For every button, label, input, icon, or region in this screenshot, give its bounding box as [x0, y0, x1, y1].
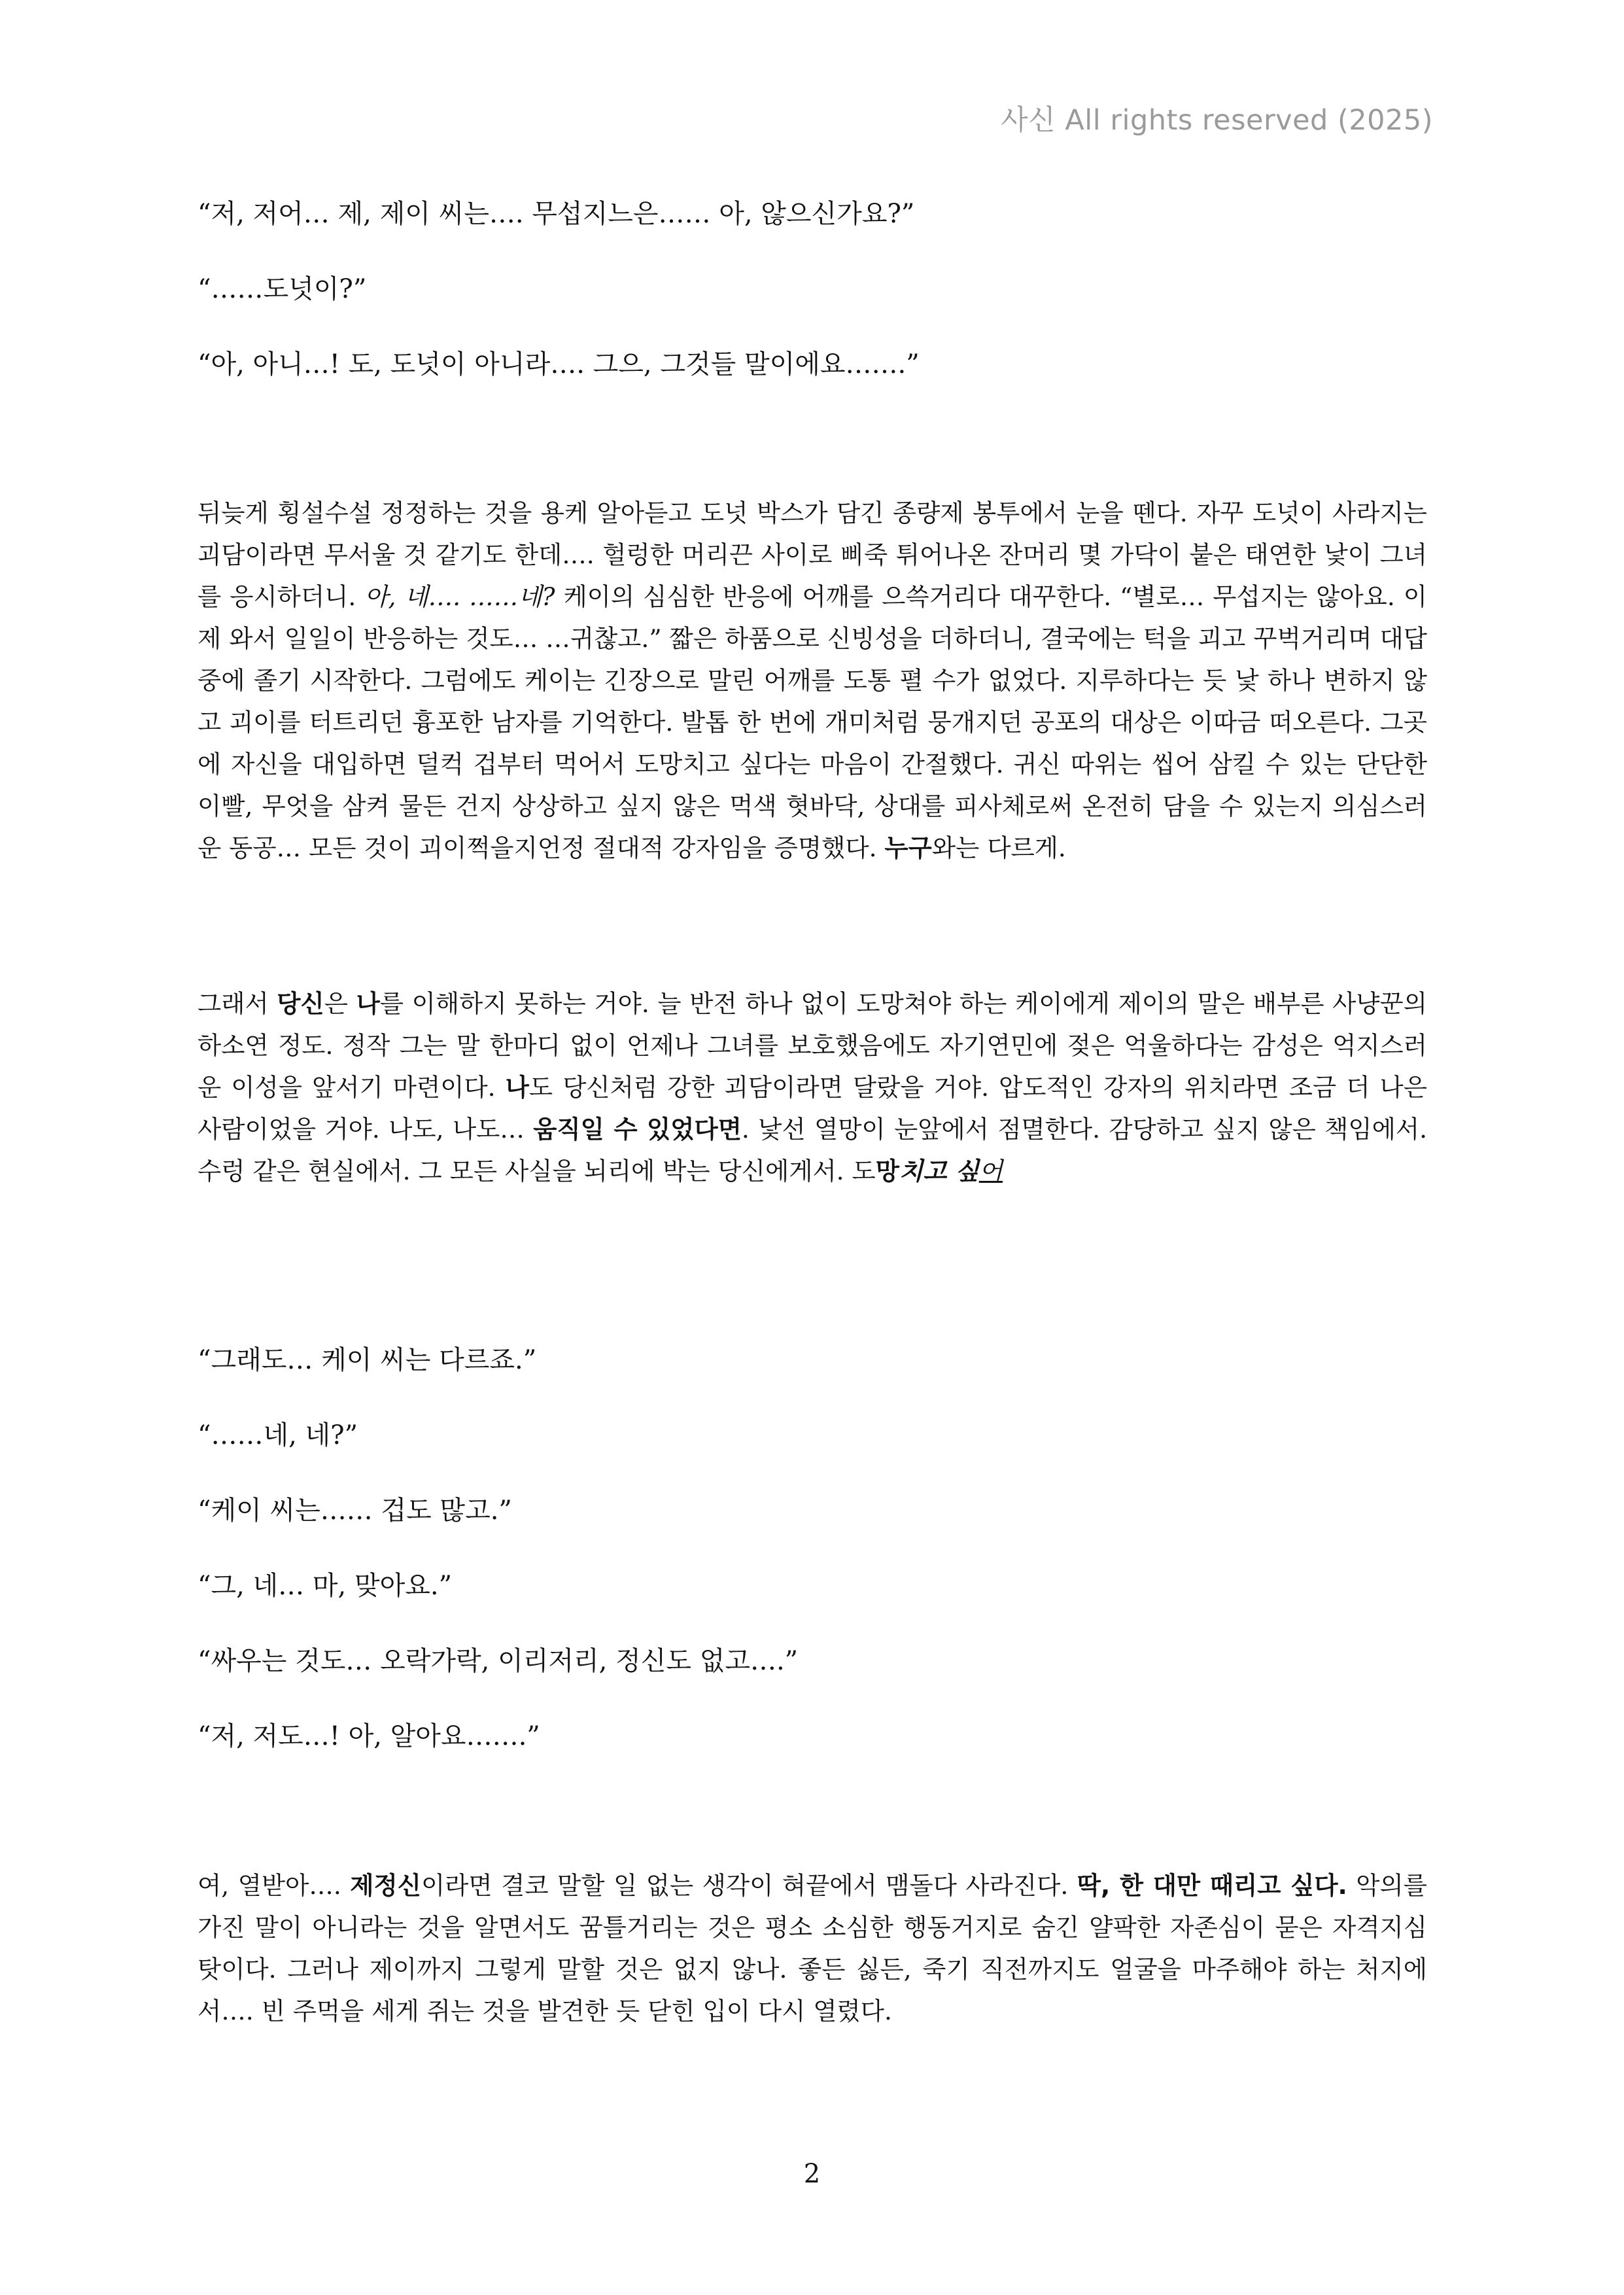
bold-text: 제정신: [350, 1871, 421, 1900]
dialogue-line: “아, 아니…! 도, 도넛이 아니라…. 그으, 그것들 말이에요…….”: [198, 349, 920, 379]
dialogue-line: “그래도… 케이 씨는 다르죠.”: [198, 1345, 537, 1375]
bold-text: 움직일 수 있었다면: [533, 1115, 742, 1144]
dialogue-line: “……도넛이?”: [198, 274, 367, 304]
dialogue-line: “저, 저어… 제, 제이 씨는…. 무섭지느은…… 아, 않으신가요?”: [198, 199, 915, 229]
bold-text: 당신: [277, 989, 324, 1018]
italic-text: 아, 네…. ……네?: [364, 582, 555, 611]
body-paragraph: [198, 983, 1427, 1192]
paragraph-text: 케이의 심심한 반응에 어깨를 으쓱거리다 대꾸한다. “별로… 무섭지는 않아요. 이제 와서 일일이 반응하는 것도… …귀찮고.” 짧은 하품으로 신빙성을 더하더니, 결국에는 턱을 괴고 꾸벅거리며 대답 중에 졸기 시작한다. 그럼에도 케이는 긴장으로 말린 어깨를 도통 펼 수가 없었다. 지루하다는 듯 낯 하나 변하지 않고 괴이를 터트리던 흉포한 남자를 기억한다. 발톱 한 번에 개미처럼 뭉개지던 공포의 대상은 이따금 떠오른다. 그곳에 자신을 대입하면 덜컥 겁부터 먹어서 도망치고 싶다는 마음이 간절했다. 귀신 따위는 씹어 삼킬 수 있는 단단한 이빨, 무엇을 삼켜 물든 건지 상상하고 싶지 않은 먹색 혓바닥, 상대를 피사체로써 온전히 담을 수 있는지 의심스러운 동공… 모든 것이 괴이쩍을지언정 절대적 강자임을 증명했다.: [198, 582, 1427, 862]
paragraph-text: 여, 열받아….: [198, 1871, 351, 1900]
paragraph-text: 그래서: [198, 989, 277, 1018]
paragraph-text: 를 이해하지 못하는 거야. 늘 반전 하나 없이 도망쳐야 하는 케이에게 제이의 말은 배부른 사냥꾼의 하소연 정도. 정작 그는 말 한마디 없이 언제나 그녀를 보호했음에도 자기연민에 젖은 억울하다는 감성은 억지스러운 이성을 앞서기 마련이다.: [198, 989, 1427, 1102]
paragraph-text: 이라면 결코 말할 일 없는 생각이 혀끝에서 맴돌다 사라진다.: [421, 1871, 1077, 1900]
dialogue-line: “저, 저도…! 아, 알아요…….”: [198, 1721, 540, 1751]
paragraph-text: 은: [324, 989, 356, 1018]
page-number: 2: [803, 2159, 821, 2189]
bold-text: 딱, 한 대만 때리고 싶다.: [1077, 1871, 1347, 1900]
dialogue-line: “그, 네… 마, 맞아요.”: [198, 1571, 453, 1601]
paragraph-text: 뒤늦게 횡설수설 정정하는 것을 용케 알아듣고 도넛 박스가 담긴 종량제 봉투에서 눈을 뗀다. 자꾸 도넛이 사라지는 괴담이라면 무서울 것 같기도 한데…. 헐렁한 머리끈 사이로 삐죽 튀어나온 잔머리 몇 가닥이 붙은 태연한 낯이 그녀를 응시하더니.: [198, 499, 1427, 611]
bold-text: 누구: [884, 833, 932, 862]
running-header: 사신 All rights reserved (2025): [1001, 104, 1433, 137]
body-paragraph: [198, 492, 1427, 869]
body-paragraph: [198, 1865, 1427, 2032]
bold-text: 망: [875, 1157, 899, 1185]
paragraph-text: 도 당신처럼 강한 괴담이라면 달랐을 거야. 압도적인 강자의 위치라면 조금 더 나은 사람이었을 거야. 나도, 나도…: [198, 1073, 1427, 1144]
paragraph-text: 와는 다르게.: [931, 833, 1066, 862]
paragraph-text: . 낯선 열망이 눈앞에서 점멸한다. 감당하고 싶지 않은 책임에서. 수렁 같은 현실에서. 그 모든 사실을 뇌리에 박는 당신에게서. 도: [198, 1115, 1427, 1185]
bold-text: 나: [505, 1073, 529, 1102]
bold-italic-text: 치고 싶: [899, 1157, 979, 1185]
dialogue-line: “……네, 네?”: [198, 1420, 358, 1450]
dialogue-line: “싸우는 것도… 오락가락, 이리저리, 정신도 없고….”: [198, 1646, 799, 1676]
dialogue-line: “케이 씨는…… 겁도 많고.”: [198, 1496, 512, 1526]
bold-text: 나: [356, 989, 380, 1018]
paragraph-text: 악의를 가진 말이 아니라는 것을 알면서도 꿈틀거리는 것은 평소 소심한 행동거지로 숨긴 얄팍한 자존심이 묻은 자격지심 탓이다. 그러나 제이까지 그렇게 말할 것은 없지 않나. 좋든 싫든, 죽기 직전까지도 얼굴을 마주해야 하는 처지에서…. 빈 주먹을 세게 쥐는 것을 발견한 듯 닫힌 입이 다시 열렸다.: [198, 1871, 1427, 2025]
underlined-text: 어: [978, 1157, 1003, 1185]
